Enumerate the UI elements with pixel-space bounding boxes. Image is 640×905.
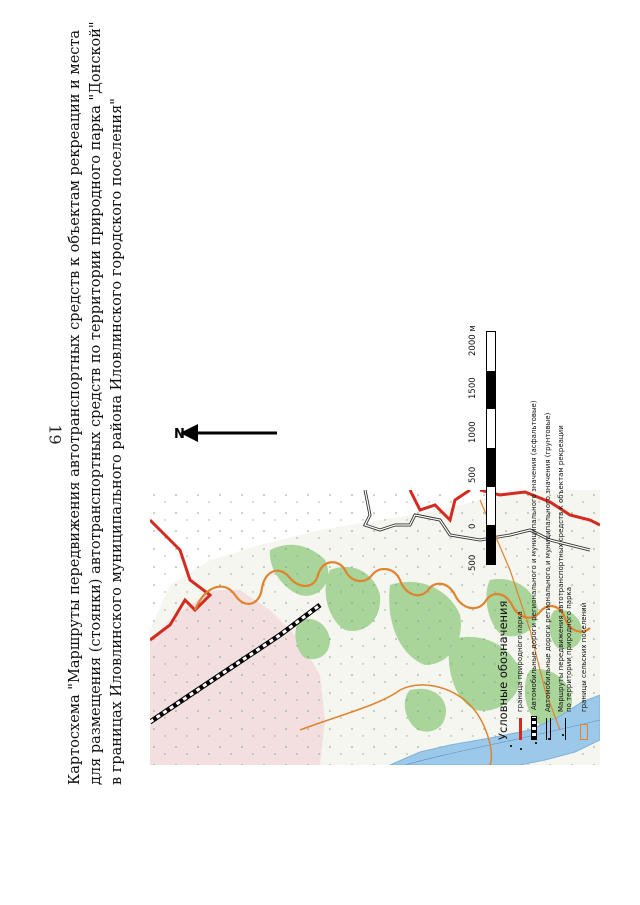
checkered-road-icon <box>531 716 537 740</box>
thin-black-line-icon <box>565 718 566 740</box>
title-line-3: в границах Иловлинского муниципального района Иловлинского городского поселения" <box>109 98 125 785</box>
scale-tick: 500 <box>468 554 478 571</box>
double-line-road-icon <box>546 718 551 740</box>
legend-item: границы сельских поселений <box>578 603 590 740</box>
legend-item: Маршруты передвижения автотранспортных средств к объектам рекреации по территории природного парка <box>556 425 574 740</box>
scale-tick: 0 <box>468 523 478 529</box>
north-arrow-icon <box>172 416 282 450</box>
north-label: N <box>174 427 185 442</box>
legend-item: граница природного парка <box>514 611 526 740</box>
legend-item: Автомобильные дороги регионального и муниципального значения (грунтовые) <box>542 413 554 740</box>
legend <box>468 300 640 740</box>
map-title <box>65 21 155 785</box>
legend-heading: Условные обозначения <box>496 600 510 740</box>
scale-tick: 1500 <box>468 377 478 399</box>
orange-outline-box-icon <box>580 724 588 740</box>
red-line-icon <box>519 718 522 740</box>
scale-tick: 500 <box>468 466 478 483</box>
page-number: 19 <box>45 424 65 445</box>
title-line-2: для размещения (стоянки) автотранспортных средств по территории природного парка "Донской" <box>88 21 104 785</box>
scale-tick: 2000 м <box>468 325 478 356</box>
scale-tick: 1000 <box>468 421 478 443</box>
scale-labels <box>468 291 480 571</box>
title-line-1: Картосхема "Маршруты передвижения автотранспортных средств к объектам рекреации и места <box>67 29 83 785</box>
scale-bar-graphic <box>486 331 496 565</box>
scale-bar <box>468 300 512 571</box>
legend-item: Автомобильные дороги регионального и муниципального значения (асфальтовые) <box>528 400 540 740</box>
